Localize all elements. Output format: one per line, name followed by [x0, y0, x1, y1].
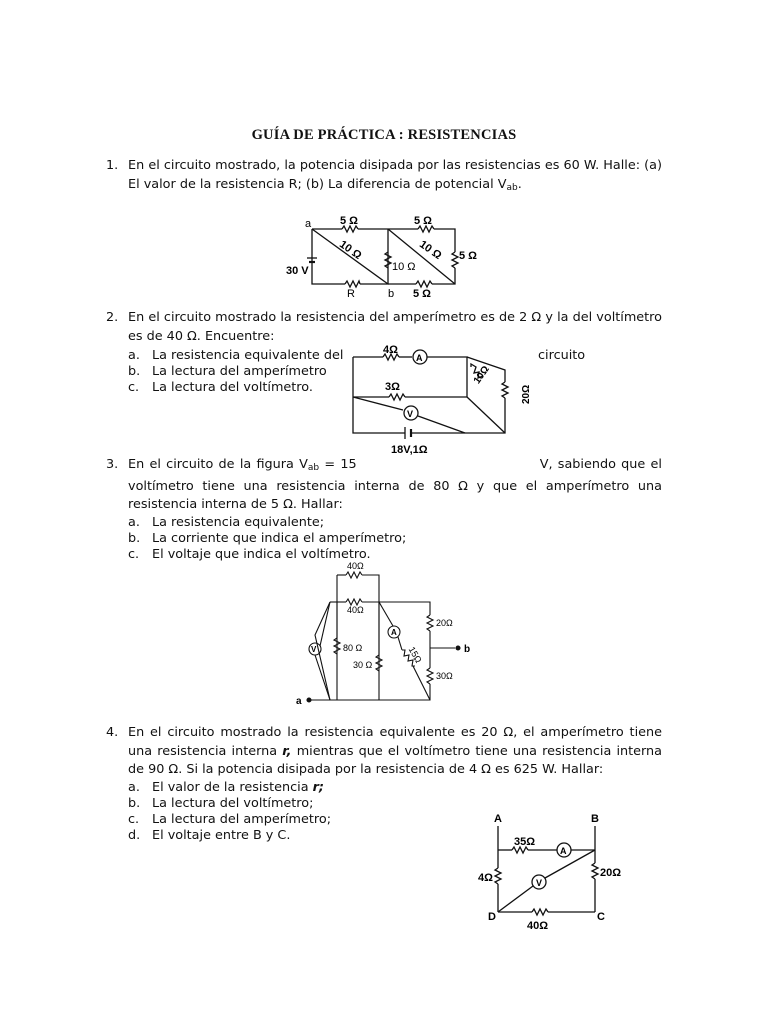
voltmeter-symbol: V: [311, 645, 317, 654]
source-label: 18V,1Ω: [391, 444, 428, 456]
resistor-label: 4Ω: [383, 344, 398, 356]
resistor-label: 3Ω: [385, 381, 400, 393]
resistor-label: 80 Ω: [343, 643, 363, 653]
list-item: b. La lectura del voltímetro;: [128, 795, 314, 811]
battery-label: 30 V: [286, 265, 309, 277]
resistor-label: 10 Ω: [337, 238, 364, 263]
resistor-label: 20Ω: [436, 618, 453, 628]
node-label: b: [464, 644, 471, 655]
ammeter-symbol: A: [560, 846, 567, 856]
problem-1: [106, 157, 662, 197]
resistor-label: 20Ω: [600, 867, 622, 879]
node-label: a: [296, 696, 302, 707]
resistor-label: 35Ω: [514, 836, 536, 848]
node-label: D: [488, 911, 496, 923]
problem-number: 4.: [106, 725, 119, 740]
list-item: c. El voltaje que indica el voltímetro.: [128, 546, 371, 562]
list-item: a. La resistencia equivalente;: [128, 514, 325, 530]
resistor-label: 5 Ω: [413, 288, 431, 300]
resistor-label: 40Ω: [347, 561, 364, 571]
resistor-label: 10 Ω: [417, 238, 444, 263]
question-list: [106, 515, 662, 563]
list-item: b. La corriente que indica el amperímetro;: [128, 530, 407, 546]
resistor-label: 10 Ω: [392, 261, 416, 273]
resistor-label: 30Ω: [436, 671, 453, 681]
problem-text: En el circuito de la figura $V_{ab} = 15$ V, sabiendo que el voltímetro tiene una resistencia interna de 80 Ω y que el amperímetro una resistencia interna de 5 Ω. Hallar:: [128, 457, 662, 512]
resistor-label: 5 Ω: [459, 250, 477, 262]
node-label: B: [591, 813, 599, 825]
problem-text: En el circuito mostrado la resistencia equivalente es 20 Ω, el amperímetro tiene una resistencia interna r, mientras que el voltímetro tiene una resistencia interna de 90 Ω. Si la potencia disipada por la resistencia de 4 Ω es 625 W. Hallar:: [128, 725, 662, 777]
ammeter-symbol: A: [416, 353, 423, 363]
resistor-label: 30 Ω: [353, 660, 373, 670]
node-label: b: [388, 288, 395, 300]
list-item: d. El voltaje entre B y C.: [128, 827, 291, 843]
list-item: a. El valor de la resistencia r;: [128, 779, 325, 795]
voltmeter-symbol: V: [536, 878, 543, 888]
node-label: A: [494, 813, 502, 825]
list-item: b. La lectura del amperímetro: [128, 364, 327, 379]
problem-3: [106, 456, 662, 563]
resistor-label: 40Ω: [347, 605, 364, 615]
list-item: a. La resistencia equivalente del circuito: [128, 348, 586, 363]
resistor-label: 4Ω: [478, 872, 493, 884]
resistor-label: 5 Ω: [414, 215, 432, 227]
resistor-label: 20Ω: [521, 384, 532, 404]
page-title: GUÍA DE PRÁCTICA : RESISTENCIAS: [251, 127, 517, 143]
node-label: a: [305, 218, 312, 230]
problem-text: En el circuito mostrado, la potencia disipada por las resistencias es 60 W. Halle: (a) El valor de la resistencia R; (b) La diferencia de potencial $V_{ab}$.: [128, 158, 662, 193]
resistor-label: 5 Ω: [340, 215, 358, 227]
voltmeter-symbol: V: [407, 409, 414, 419]
resistor-label: 15Ω: [406, 645, 424, 665]
resistor-label: R: [347, 288, 355, 300]
problem-number: 2.: [106, 310, 119, 325]
resistor-label: 40Ω: [527, 920, 549, 932]
node-label: C: [597, 911, 605, 923]
resistor-label: 10Ω: [471, 364, 492, 387]
ammeter-symbol: A: [391, 628, 397, 637]
problem-number: 3.: [106, 457, 119, 472]
problem-number: 1.: [106, 158, 119, 173]
list-item: c. La lectura del voltímetro.: [128, 380, 313, 395]
problem-text: En el circuito mostrado la resistencia del amperímetro es de 2 Ω y la del voltímetro es de 40 Ω. Encuentre:: [128, 310, 662, 344]
list-item: c. La lectura del amperímetro;: [128, 811, 332, 827]
